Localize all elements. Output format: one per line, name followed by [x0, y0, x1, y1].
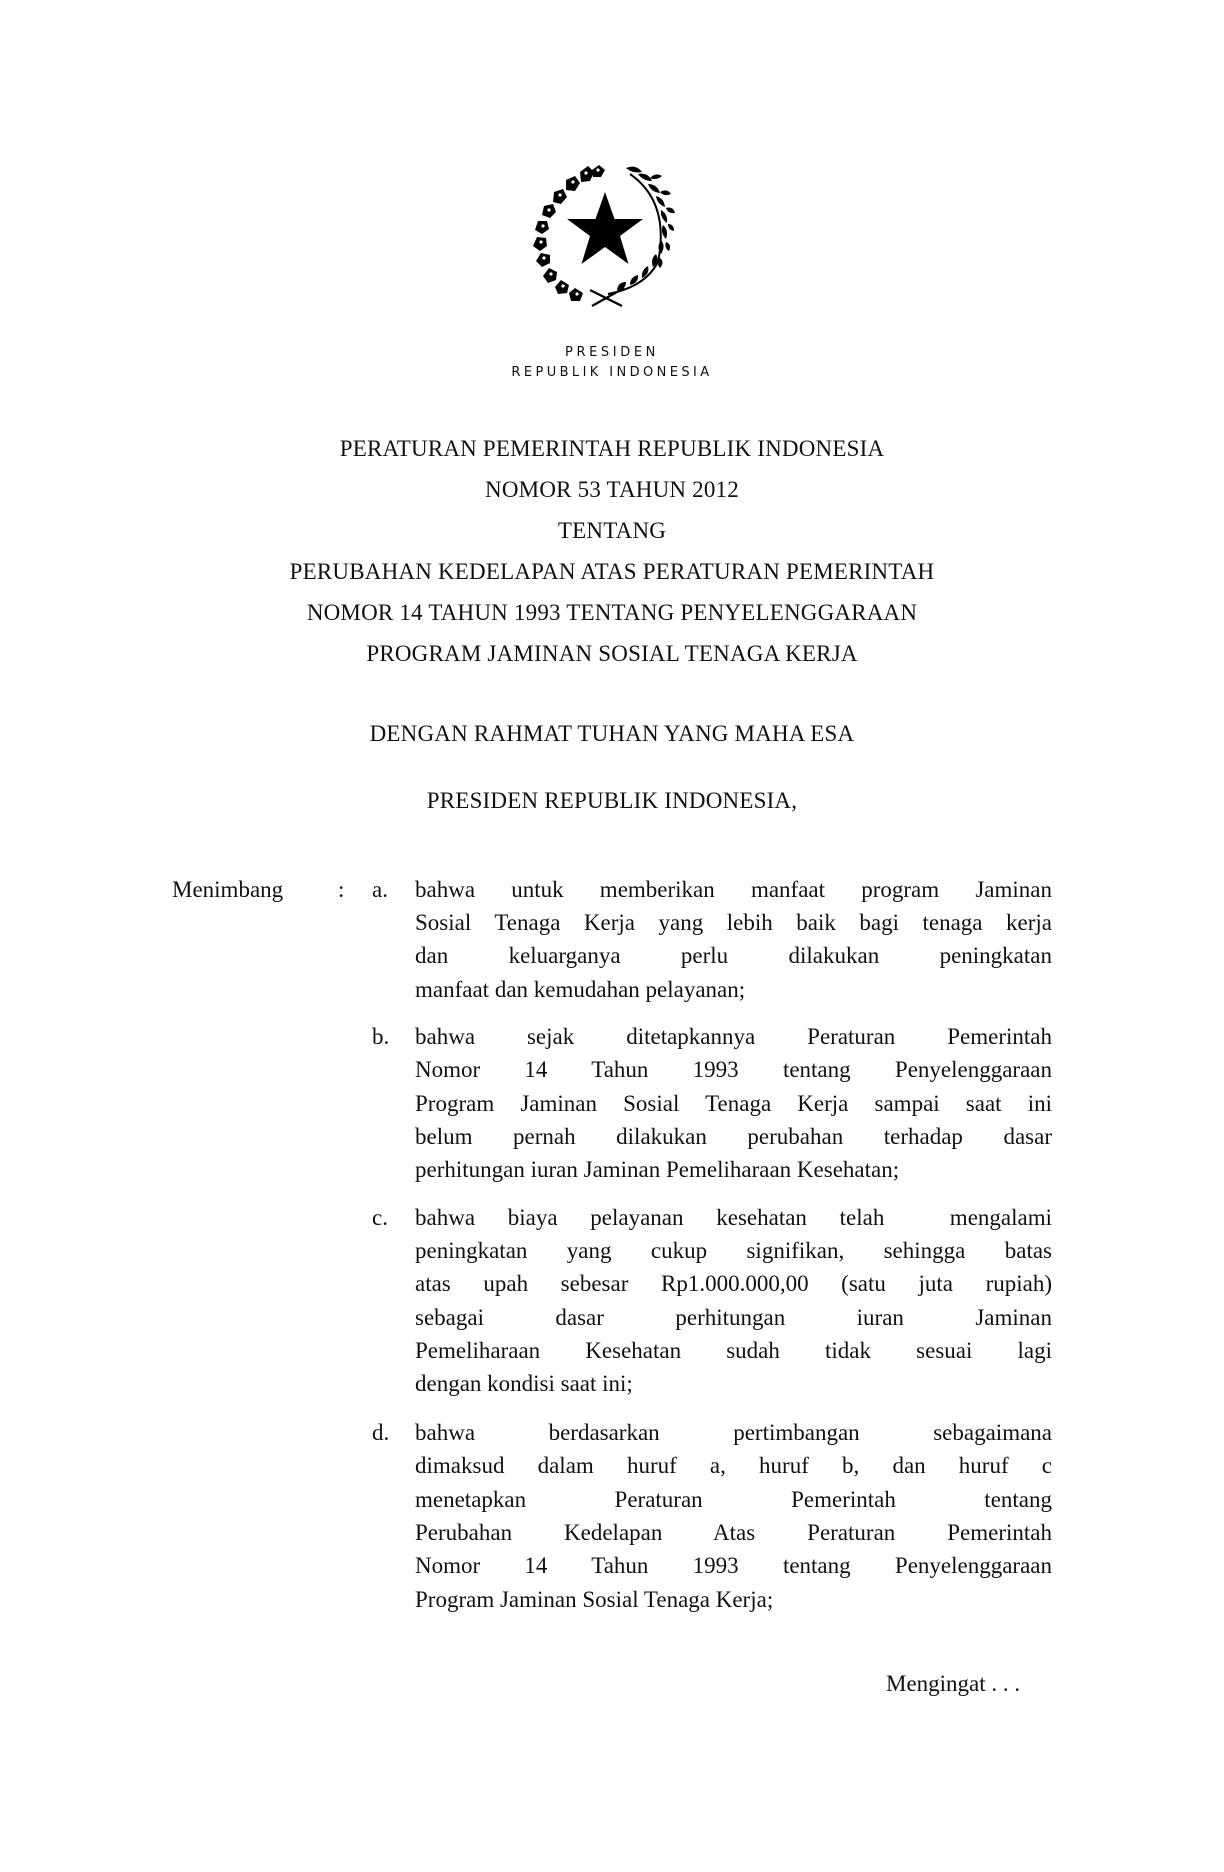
regulation-title-line-1: PERATURAN PEMERINTAH REPUBLIK INDONESIA [339, 436, 885, 461]
item-c-line: peningkatan yang cukup signifikan, sehingga batas [415, 1238, 1052, 1263]
item-d-line: Nomor 14 Tahun 1993 tentang Penyelenggaraan [415, 1553, 1052, 1578]
item-b-line: Program Jaminan Sosial Tenaga Kerja sampai saat ini [415, 1091, 1052, 1116]
regulation-subject-line-3: PROGRAM JAMINAN SOSIAL TENAGA KERJA [366, 641, 858, 666]
item-b-line: bahwa sejak ditetapkannya Peraturan Pemerintah [415, 1024, 1052, 1049]
presidential-emblem-icon [530, 162, 678, 308]
item-d-line: menetapkan Peraturan Pemerintah tentang [415, 1487, 1052, 1512]
item-c-line: dengan kondisi saat ini; [415, 1371, 633, 1396]
office-title-republic: REPUBLIK INDONESIA [511, 365, 713, 380]
invocation: DENGAN RAHMAT TUHAN YANG MAHA ESA [369, 721, 855, 746]
item-a-line: manfaat dan kemudahan pelayanan; [415, 977, 746, 1002]
regulation-subject-line-2: NOMOR 14 TAHUN 1993 TENTANG PENYELENGGARAAN [306, 600, 918, 625]
regulation-subject-line-1: PERUBAHAN KEDELAPAN ATAS PERATURAN PEMERINTAH [289, 559, 935, 584]
continuation-marker: Mengingat . . . [886, 1671, 1021, 1696]
item-b-line: belum pernah dilakukan perubahan terhadap dasar [415, 1124, 1052, 1149]
regulation-about: TENTANG [557, 518, 667, 543]
item-c-line: sebagai dasar perhitungan iuran Jaminan [415, 1305, 1052, 1330]
item-b-line: perhitungan iuran Jaminan Pemeliharaan Kesehatan; [415, 1157, 900, 1182]
item-marker-d: d. [372, 1420, 390, 1445]
item-c-line: Pemeliharaan Kesehatan sudah tidak sesuai lagi [415, 1338, 1052, 1363]
regulation-number: NOMOR 53 TAHUN 2012 [485, 477, 739, 502]
item-d-line: Program Jaminan Sosial Tenaga Kerja; [415, 1587, 774, 1612]
item-c-line: atas upah sebesar Rp1.000.000,00 (satu juta rupiah) [415, 1271, 1052, 1296]
item-b-line: Nomor 14 Tahun 1993 tentang Penyelenggaraan [415, 1057, 1052, 1082]
item-a-line: dan keluarganya perlu dilakukan peningkatan [415, 943, 1052, 968]
item-marker-a: a. [372, 877, 388, 902]
item-a-line: Sosial Tenaga Kerja yang lebih baik bagi tenaga kerja [415, 910, 1052, 935]
item-d-line: dimaksud dalam huruf a, huruf b, dan huruf c [415, 1453, 1052, 1478]
item-d-line: Perubahan Kedelapan Atas Peraturan Pemerintah [415, 1520, 1052, 1545]
issuer: PRESIDEN REPUBLIK INDONESIA, [426, 788, 798, 813]
office-title-president: PRESIDEN [565, 345, 659, 360]
considering-label: Menimbang [172, 877, 284, 902]
item-marker-c: c. [372, 1205, 388, 1230]
item-marker-b: b. [372, 1024, 390, 1049]
item-c-line: bahwa biaya pelayanan kesehatan telah mengalami [415, 1205, 1052, 1230]
item-a-line: bahwa untuk memberikan manfaat program Jaminan [415, 877, 1052, 902]
item-d-line: bahwa berdasarkan pertimbangan sebagaimana [415, 1420, 1052, 1445]
considering-colon: : [338, 877, 345, 902]
